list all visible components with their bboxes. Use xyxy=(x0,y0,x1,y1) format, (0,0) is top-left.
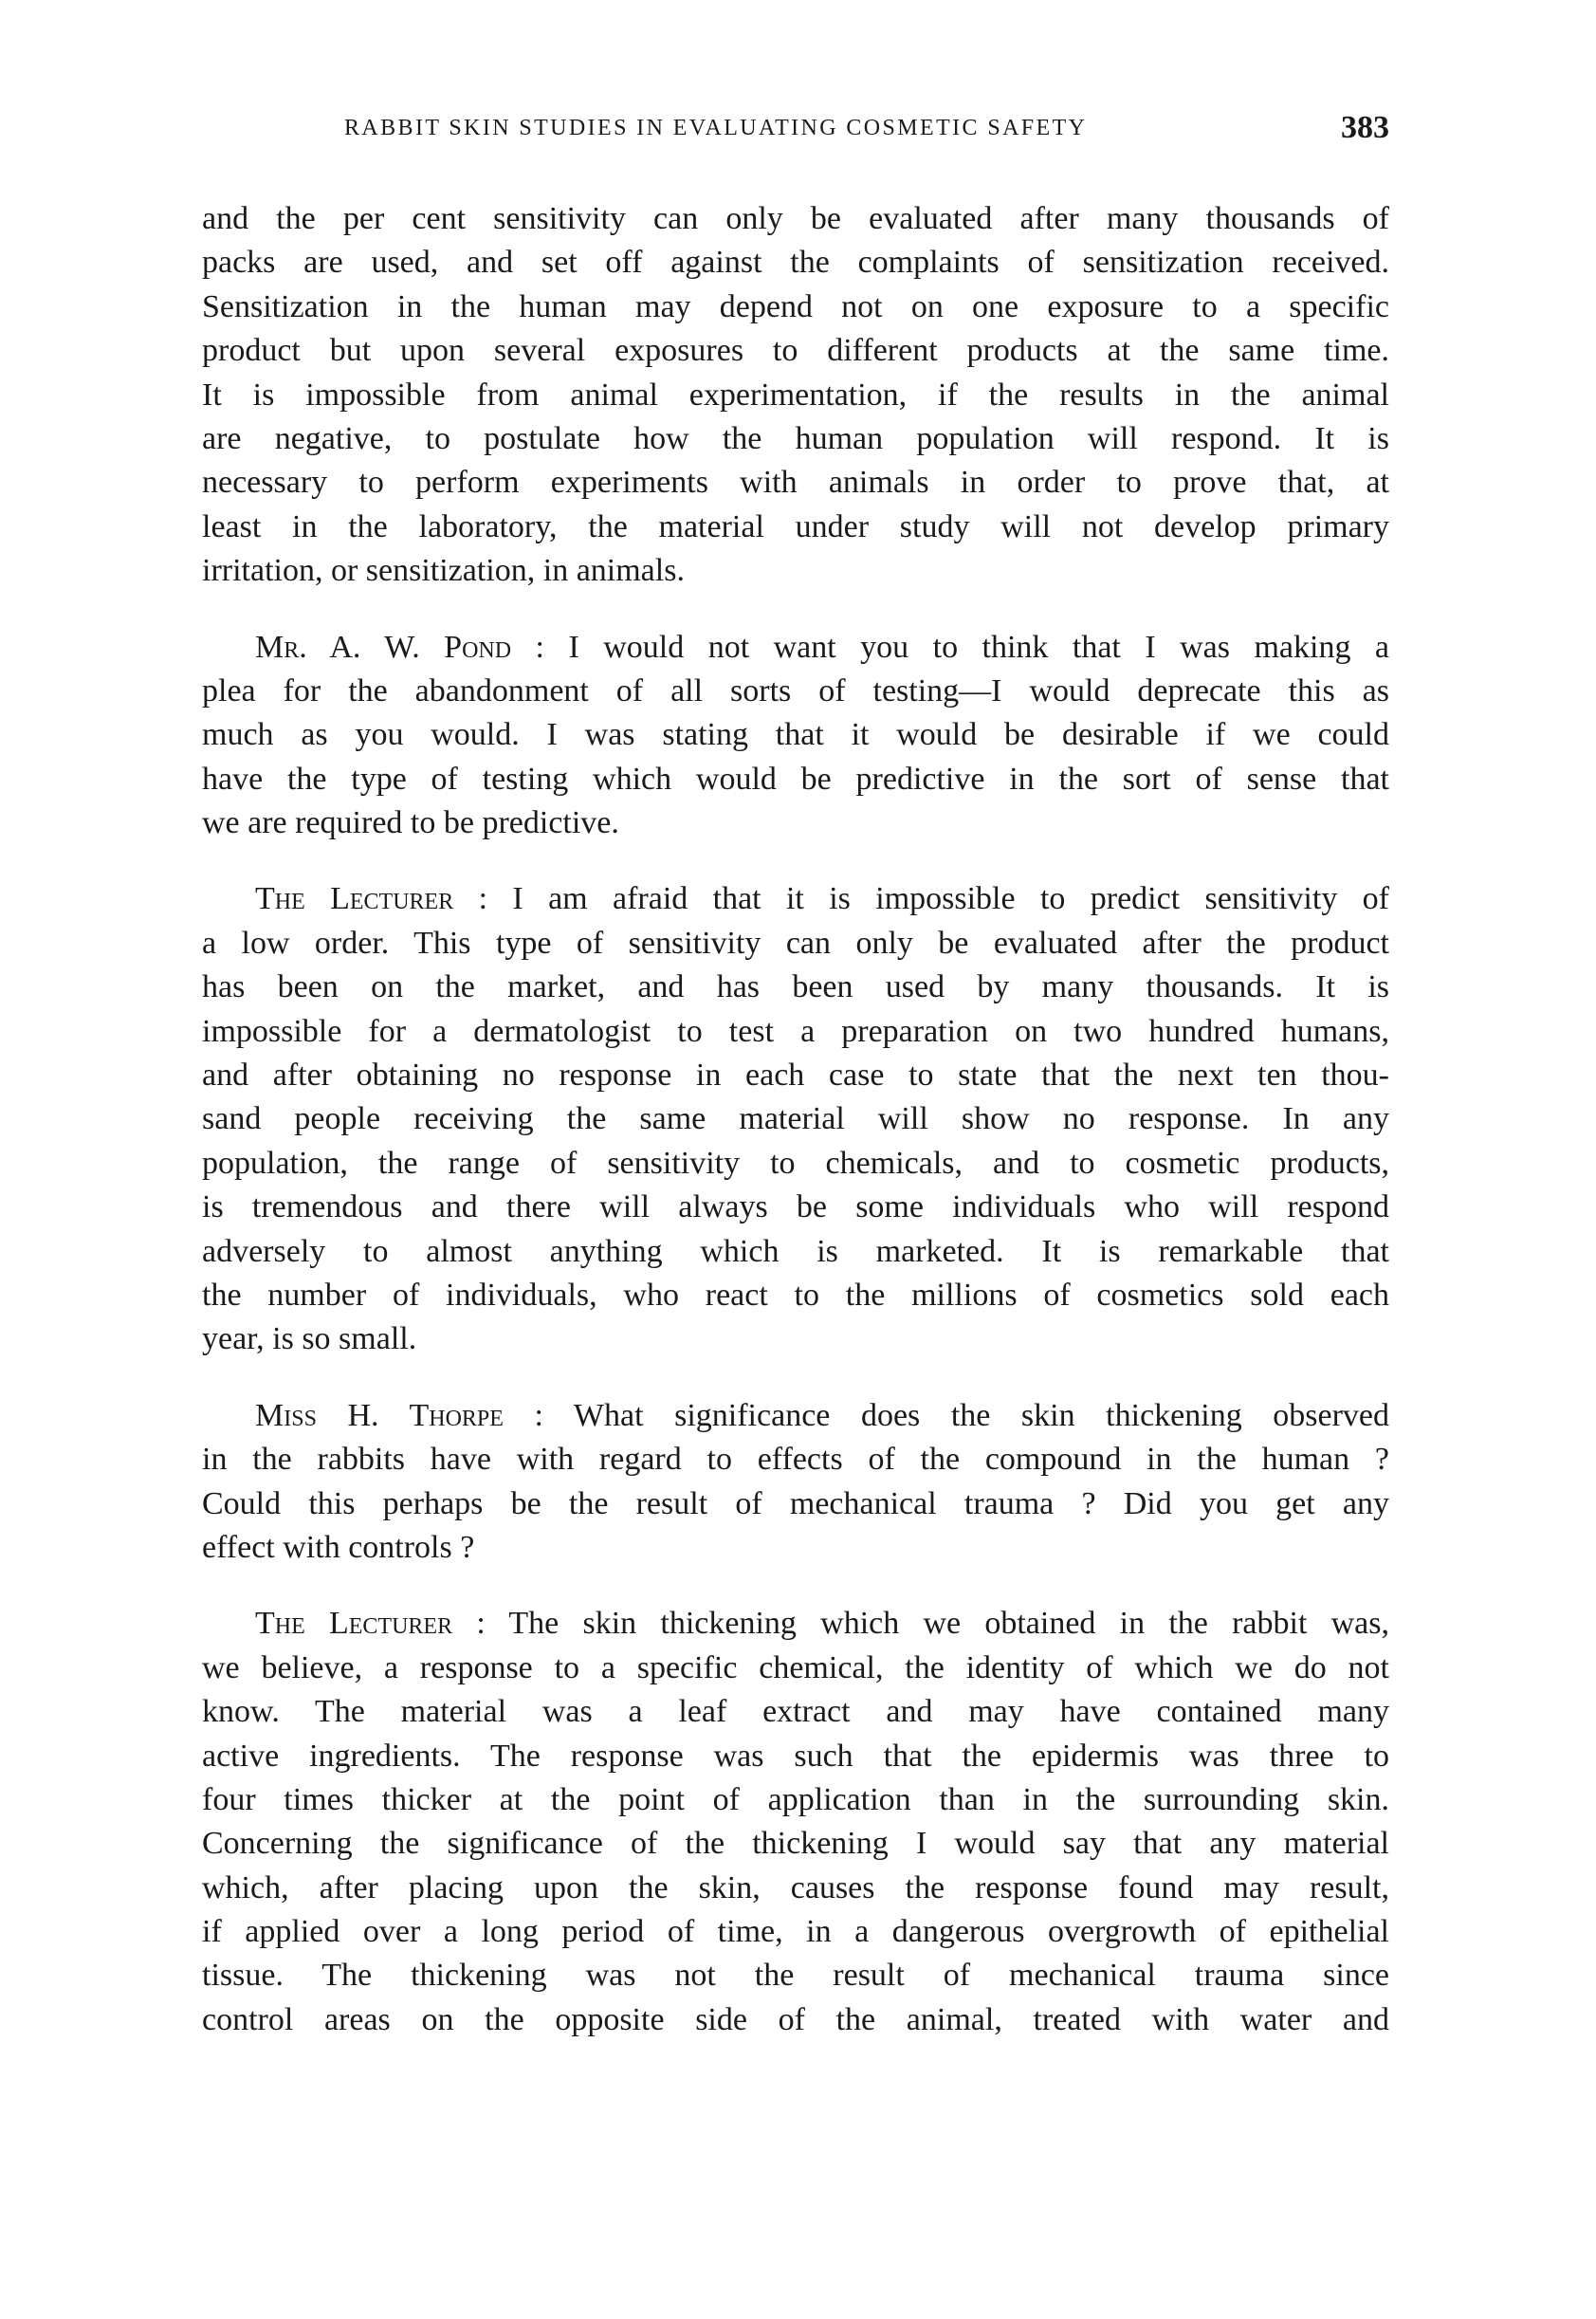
line-text: impossible for a dermatologist to test a preparation on two hundred humans, xyxy=(202,1013,1389,1049)
running-head-title: RABBIT SKIN STUDIES IN EVALUATING COSMETIC SAFETY xyxy=(344,116,1088,140)
line-text: effect with controls ? xyxy=(202,1529,475,1565)
line-text: and the per cent sensitivity can only be evaluated after many thousands of xyxy=(202,201,1389,236)
line-text: : What significance does the skin thickening observed xyxy=(503,1397,1389,1433)
text-line xyxy=(202,877,1389,921)
text-line xyxy=(202,713,1389,757)
line-text: sand people receiving the same material will show no response. In any xyxy=(202,1101,1389,1137)
text-line xyxy=(202,1482,1389,1526)
text-line xyxy=(202,1010,1389,1054)
line-text: product but upon several exposures to different products at the same time. xyxy=(202,333,1389,369)
text-line xyxy=(202,1317,1389,1361)
text-line xyxy=(202,1867,1389,1910)
text-line xyxy=(202,758,1389,801)
line-text: is tremendous and there will always be some individuals who will respond xyxy=(202,1189,1389,1225)
page-number: 383 xyxy=(1341,110,1389,145)
text-line xyxy=(202,549,1389,593)
line-text: : The skin thickening which we obtained in the rabbit was, xyxy=(452,1606,1389,1642)
line-text: packs are used, and set off against the complaints of sensitization received. xyxy=(202,245,1389,281)
text-line xyxy=(202,329,1389,373)
line-text: in the rabbits have with regard to effects of the compound in the human ? xyxy=(202,1442,1389,1478)
paragraph xyxy=(202,877,1389,1361)
text-line xyxy=(202,461,1389,505)
text-line xyxy=(202,626,1389,670)
text-line xyxy=(202,1230,1389,1274)
text-line xyxy=(202,1054,1389,1097)
running-head xyxy=(202,110,1389,152)
text-line xyxy=(202,1778,1389,1822)
speaker-name: The Lecturer xyxy=(255,1606,453,1642)
text-line xyxy=(202,1097,1389,1141)
text-line xyxy=(202,966,1389,1009)
line-text: irritation, or sensitization, in animals. xyxy=(202,553,685,589)
line-text: necessary to perform experiments with animals in order to prove that, at xyxy=(202,465,1389,501)
speaker-name: Miss H. Thorpe xyxy=(255,1397,504,1433)
paragraph xyxy=(202,1602,1389,2042)
line-text: four times thicker at the point of application than in the surrounding skin. xyxy=(202,1781,1389,1817)
paragraph xyxy=(202,197,1389,594)
line-text: if applied over a long period of time, in a dangerous overgrowth of epithelial xyxy=(202,1914,1389,1950)
line-text: know. The material was a leaf extract and may have contained many xyxy=(202,1694,1389,1730)
line-text: Concerning the significance of the thickening I would say that any material xyxy=(202,1826,1389,1862)
text-line xyxy=(202,1910,1389,1954)
line-text: a low order. This type of sensitivity can only be evaluated after the product xyxy=(202,925,1389,961)
text-line xyxy=(202,1526,1389,1570)
paragraph xyxy=(202,626,1389,846)
text-line xyxy=(202,1186,1389,1229)
text-line xyxy=(202,1438,1389,1482)
line-text: and after obtaining no response in each case to state that the next ten thou- xyxy=(202,1058,1389,1094)
text-line xyxy=(202,670,1389,713)
text-line xyxy=(202,1274,1389,1317)
line-text: adversely to almost anything which is marketed. It is remarkable that xyxy=(202,1233,1389,1269)
line-text: : I am afraid that it is impossible to predict sensitivity of xyxy=(453,881,1389,917)
text-line xyxy=(202,1690,1389,1734)
line-text: Could this perhaps be the result of mechanical trauma ? Did you get any xyxy=(202,1485,1389,1521)
text-line xyxy=(202,197,1389,241)
text-line xyxy=(202,1822,1389,1866)
line-text: tissue. The thickening was not the result of mechanical trauma since xyxy=(202,1958,1389,1994)
line-text: we are required to be predictive. xyxy=(202,805,619,841)
line-text: plea for the abandonment of all sorts of testing—I would deprecate this as xyxy=(202,672,1389,709)
text-line xyxy=(202,1394,1389,1438)
text-line xyxy=(202,1142,1389,1186)
text-line xyxy=(202,1954,1389,1997)
text-line xyxy=(202,417,1389,461)
line-text: the number of individuals, who react to the millions of cosmetics sold each xyxy=(202,1277,1389,1313)
speaker-name: The Lecturer xyxy=(255,881,454,917)
text-line xyxy=(202,285,1389,329)
text-line xyxy=(202,506,1389,549)
line-text: It is impossible from animal experimentation, if the results in the animal xyxy=(202,377,1389,413)
text-line xyxy=(202,922,1389,966)
line-text: have the type of testing which would be predictive in the sort of sense that xyxy=(202,761,1389,797)
line-text: much as you would. I was stating that it would be desirable if we could xyxy=(202,717,1389,753)
text-line xyxy=(202,374,1389,417)
paragraph xyxy=(202,1394,1389,1571)
line-text: control areas on the opposite side of the animal, treated with water and xyxy=(202,2001,1389,2037)
line-text: : I would not want you to think that I was making a xyxy=(511,629,1389,665)
line-text: which, after placing upon the skin, causes the response found may result, xyxy=(202,1869,1389,1905)
speaker-name: Mr. A. W. Pond xyxy=(255,629,512,665)
line-text: we believe, a response to a specific chemical, the identity of which we do not xyxy=(202,1649,1389,1685)
text-line xyxy=(202,801,1389,845)
text-line xyxy=(202,1602,1389,1646)
line-text: Sensitization in the human may depend not on one exposure to a specific xyxy=(202,288,1389,324)
text-line xyxy=(202,1735,1389,1778)
text-line xyxy=(202,241,1389,285)
line-text: least in the laboratory, the material under study will not develop primary xyxy=(202,508,1389,544)
line-text: has been on the market, and has been used by many thousands. It is xyxy=(202,969,1389,1005)
line-text: year, is so small. xyxy=(202,1321,417,1357)
body-text xyxy=(202,197,1389,2074)
line-text: population, the range of sensitivity to chemicals, and to cosmetic products, xyxy=(202,1145,1389,1181)
line-text: are negative, to postulate how the human population will respond. It is xyxy=(202,420,1389,456)
line-text: active ingredients. The response was such that the epidermis was three to xyxy=(202,1738,1389,1774)
text-line xyxy=(202,1647,1389,1690)
text-line xyxy=(202,1998,1389,2042)
